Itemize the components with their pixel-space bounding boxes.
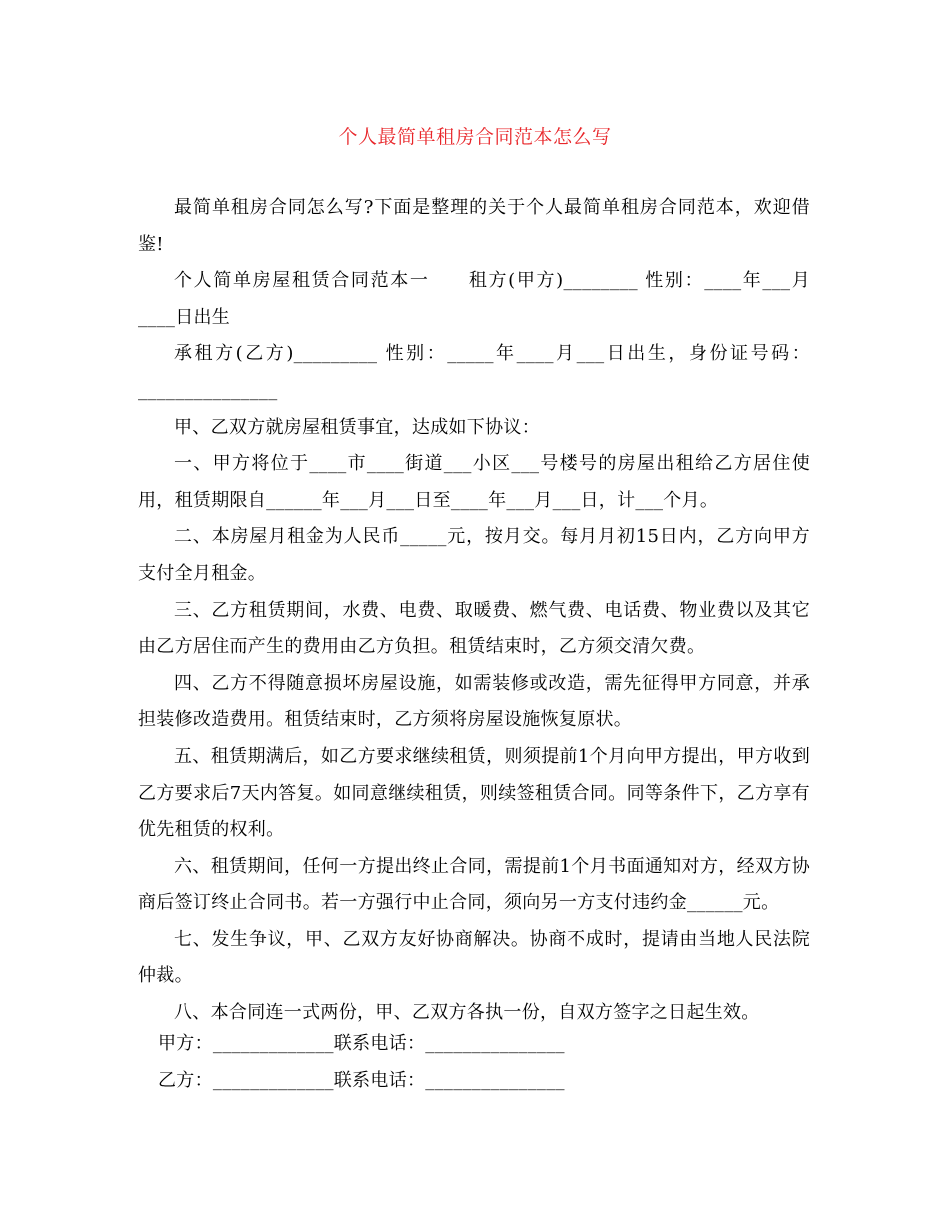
- paragraph-intro: 最简单租房合同怎么写?下面是整理的关于个人最简单租房合同范本，欢迎借鉴!: [138, 197, 810, 255]
- paragraph-lessor: 个人简单房屋租赁合同范本一 租方(甲方)________ 性别：____年___月____日出生: [138, 270, 810, 328]
- paragraph-lessee: 承租方(乙方)_________ 性别：_____年____月___日出生，身份证号码：_______________: [138, 343, 810, 401]
- clause-7: 七、发生争议，甲、乙双方友好协商解决。协商不成时，提请由当地人民法院仲裁。: [138, 928, 810, 987]
- clause-1: 一、甲方将位于____市____街道___小区___号楼号的房屋出租给乙方居住使用，租赁期限自______年___月___日至____年___月___日，计___个月。: [138, 453, 810, 511]
- clause-5: 五、租赁期满后，如乙方要求继续租赁，则须提前1个月向甲方提出，甲方收到乙方要求后7天内答复。如同意继续租赁，则续签租赁合同。同等条件下，乙方享有优先租赁的权利。: [138, 745, 810, 841]
- document-body: [138, 190, 810, 1032]
- document-title: 个人最简单租房合同范本怎么写: [338, 126, 612, 148]
- clause-3: 三、乙方租赁期间，水费、电费、取暖费、燃气费、电话费、物业费以及其它由乙方居住而产生的费用由乙方负担。租赁结束时，乙方须交清欠费。: [138, 599, 810, 658]
- paragraph-agreement: 甲、乙双方就房屋租赁事宜，达成如下协议：: [174, 416, 540, 438]
- signature-block: [158, 1026, 565, 1099]
- signature-party-b: 乙方：_____________联系电话：_______________: [158, 1069, 565, 1091]
- signature-party-a: 甲方：_____________联系电话：_______________: [158, 1033, 565, 1054]
- clause-8: 八、本合同连一式两份，甲、乙双方各执一份，自双方签字之日起生效。: [174, 1002, 760, 1024]
- clause-6: 六、租赁期间，任何一方提出终止合同，需提前1个月书面通知对方，经双方协商后签订终止合同书。若一方强行中止合同，须向另一方支付违约金______元。: [138, 855, 810, 914]
- clause-4: 四、乙方不得随意损坏房屋设施，如需装修或改造，需先征得甲方同意，并承担装修改造费用。租赁结束时，乙方须将房屋设施恢复原状。: [138, 672, 810, 731]
- clause-2: 二、本房屋月租金为人民币_____元，按月交。每月月初15日内，乙方向甲方支付全月租金。: [138, 526, 810, 584]
